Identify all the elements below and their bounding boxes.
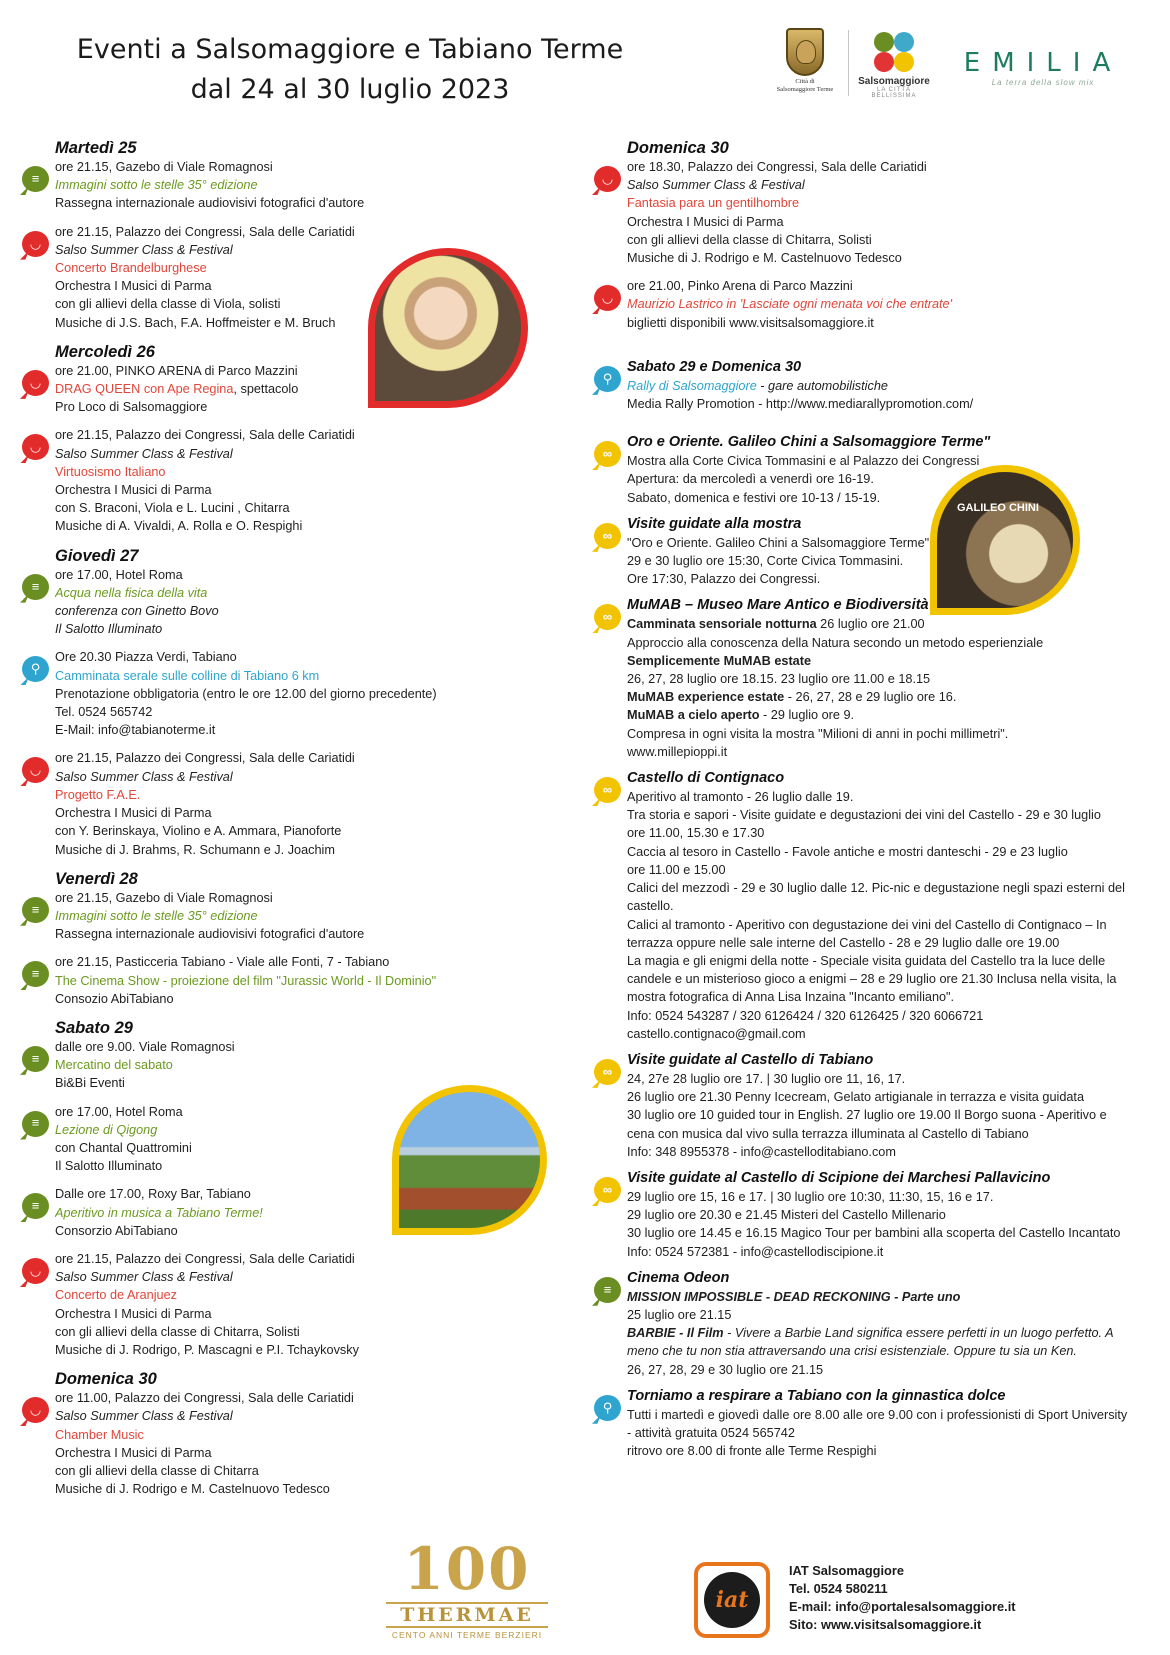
event-line: The Cinema Show - proiezione del film "Jurassic World - Il Dominio" [55,973,437,988]
sport-icon: ⚲ [594,1395,621,1421]
event-text-segment: - gare automobilistiche [756,378,888,393]
theatre-mask-icon: ◡ [22,434,49,460]
event-item [592,358,1152,413]
event-line [627,688,1152,706]
iat-contact [789,1562,1016,1634]
event-line: Ore 20.30 Piazza Verdi, Tabiano [55,650,237,665]
event-item [592,158,1152,267]
galileo-chini-photo [930,465,1080,615]
event-item [20,648,560,739]
salsomaggiore-sub: LA CITTÀ BELLISSIMA [871,87,917,99]
event-line: Fantasia para un gentilhombre [627,196,800,211]
event-line: 29 luglio ore 15, 16 e 17. | 30 luglio ore 10:30, 11:30, 15, 16 e 17. [627,1189,994,1204]
event-line: Orchestra I Musici di Parma [55,806,212,821]
event-line: Concerto de Aranjuez [55,1288,178,1303]
event-line: Musiche di J. Rodrigo e M. Castelnuovo Tedesco [627,251,902,266]
event-line: Tutti i martedì e giovedì dalle ore 8.00 alle ore 9.00 con i professionisti di Sport University [627,1407,1128,1422]
event-line: Bi&Bi Eventi [55,1076,125,1091]
event-line: Musiche di J.S. Bach, F.A. Hoffmeister e M. Bruch [55,315,336,330]
event-line: Musiche di J. Rodrigo e M. Castelnuovo Tedesco [55,1482,330,1497]
event-item [20,1389,560,1498]
glasses-icon: ∞ [594,523,621,549]
event-line: ore 21.15, Gazebo di Viale Romagnosi [55,890,273,905]
event-line: Ore 17:30, Palazzo dei Congressi. [627,572,821,587]
museum-icon: ≡ [22,1111,49,1137]
museum-icon: ≡ [22,1193,49,1219]
event-line: Immagini sotto le stelle 35° edizione [55,178,258,193]
event-line: Musiche di J. Rodrigo, P. Mascagni e P.I. Tchaykovsky [55,1342,359,1357]
event-line: Orchestra I Musici di Parma [55,1445,212,1460]
event-text-segment: - 26, 27, 28 e 29 luglio ore 16. [784,690,957,705]
event-line: Concerto Brandelburghese [55,261,207,276]
event-line: Il Salotto Illuminato [55,1159,163,1174]
event-line: 30 luglio ore 10 guided tour in English. 27 luglio ore 19.00 Il Borgo suona - Aperitivo e [627,1108,1107,1123]
event-line: Orchestra I Musici di Parma [55,1306,212,1321]
day-heading: Sabato 29 [55,1018,133,1037]
iat-logo [694,1562,770,1638]
day-heading: Domenica 30 [55,1370,157,1389]
day-heading: Venerdì 28 [55,869,138,888]
event-line: ore 21.15, Gazebo di Viale Romagnosi [55,160,273,174]
event-line: Semplicemente MuMAB estate [627,653,812,668]
event-line: ore 21.15, Palazzo dei Congressi, Sala delle Cariatidi [55,224,355,239]
title-line-2: dal 24 al 30 luglio 2023 [190,74,510,105]
event-line: castello. [627,899,674,914]
event-line [627,706,1152,724]
event-line: Sabato, domenica e festivi ore 10-13 / 15-19. [627,490,881,505]
event-line: Cinema Odeon [627,1269,730,1286]
event-line: Salso Summer Class & Festival [55,1270,233,1285]
event-line: castello.contignaco@gmail.com [627,1026,806,1041]
thermae-sub: CENTO ANNI TERME BERZIERI [391,1630,543,1640]
event-line: ore 18.30, Palazzo dei Congressi, Sala delle Cariatidi [627,160,927,174]
event-line: ore 11.00, 15.30 e 17.30 [627,826,765,841]
event-text-segment: MuMAB experience estate [627,690,785,705]
event-line: Virtuosismo Italiano [55,464,166,479]
glasses-icon: ∞ [594,1177,621,1203]
event-line: Musiche di A. Vivaldi, A. Rolla e O. Respighi [55,519,303,534]
theatre-mask-icon: ◡ [22,757,49,783]
event-line: 29 e 30 luglio ore 15:30, Corte Civica Tommasini. [627,554,904,569]
event-line: con gli allievi della classe di Chitarra [55,1463,259,1478]
event-item [20,889,560,944]
event-text-segment: 26 luglio ore 21.00 [816,617,925,632]
event-line: Aperitivo in musica a Tabiano Terme! [55,1205,263,1220]
event-line: www.millepioppi.it [627,744,728,759]
event-line: 29 luglio ore 20.30 e 21.45 Misteri del Castello Millenario [627,1208,946,1223]
event-line: Oro e Oriente. Galileo Chini a Salsomaggiore Terme" [627,434,991,451]
event-item [592,769,1152,1043]
event-line: MuMAB – Museo Mare Antico e Biodiversità [627,597,929,614]
event-line: Maurizio Lastrico in 'Lasciate ogni menata voi che entrate' [627,297,953,312]
event-line: Orchestra I Musici di Parma [627,214,784,229]
event-line: Mercatino del sabato [55,1058,173,1073]
event-line: Progetto F.A.E. [55,787,141,802]
event-line: ritrovo ore 8.00 di fronte alle Terme Respighi [627,1444,877,1459]
right-column [592,138,1152,1470]
event-text-segment: - Vivere a Barbie Land significa essere perfetti in un luogo perfetto. A [723,1326,1114,1341]
event-line: ore 21.00, PINKO ARENA di Parco Mazzini [55,363,298,378]
event-text-segment: Camminata sensoriale notturna [627,617,817,632]
event-line: ore 11.00, Palazzo dei Congressi, Sala delle Cariatidi [55,1391,354,1406]
event-item [592,433,1152,507]
event-line: Visite guidate alla mostra [627,515,802,532]
event-text-segment: DRAG QUEEN con Ape Regina [55,382,234,397]
theatre-mask-icon: ◡ [22,370,49,396]
thermae-word: THERMAE [386,1602,548,1628]
event-line: conferenza con Ginetto Bovo [55,604,219,619]
day-heading: Giovedì 27 [55,546,139,565]
event-line: E-Mail: info@tabianoterme.it [55,723,216,738]
theatre-mask-icon: ◡ [594,166,621,192]
event-text-segment: - 29 luglio ore 9. [759,708,855,723]
event-line: Salso Summer Class & Festival [627,178,805,193]
emilia-logo [948,48,1138,87]
event-text-segment: Rally di Salsomaggiore [627,378,757,393]
event-line: biglietti disponibili www.visitsalsomaggiore.it [627,315,874,330]
event-line: ore 21.00, Pinko Arena di Parco Mazzini [627,279,853,294]
event-line: MISSION IMPOSSIBLE - DEAD RECKONING - Parte uno [627,1289,961,1304]
event-line: 26 luglio ore 21.30 Penny Icecream, Gelato artigianale in terrazza e visita guidata [627,1090,1085,1105]
sport-icon: ⚲ [594,366,621,392]
event-text-segment: , spettacolo [233,382,299,397]
event-line: Acqua nella fisica della vita [55,585,208,600]
event-line: Dalle ore 17.00, Roxy Bar, Tabiano [55,1187,251,1202]
event-item [20,566,560,639]
event-line: ore 17.00, Hotel Roma [55,1104,183,1119]
event-line: Calici del mezzodì - 29 e 30 luglio dalle 12. Pic-nic e degustazione negli spazi esterni del [627,881,1125,896]
event-line: ore 21.15, Palazzo dei Congressi, Sala delle Cariatidi [55,1251,355,1266]
event-line: dalle ore 9.00. Viale Romagnosi [55,1039,235,1054]
event-line: - attività gratuita 0524 565742 [627,1425,795,1440]
event-line: Pro Loco di Salsomaggiore [55,400,208,415]
event-item [20,158,560,213]
logo-bar [770,24,1150,104]
museum-icon: ≡ [22,897,49,923]
title-line-1: Eventi a Salsomaggiore e Tabiano Terme [76,34,624,65]
info-icon: iat [704,1572,760,1628]
event-line: Visite guidate al Castello di Scipione dei Marchesi Pallavicino [627,1169,1051,1186]
event-item [20,1250,560,1359]
event-item [592,596,1152,761]
theatre-mask-icon: ◡ [594,285,621,311]
thermae-100: 100 [403,1535,531,1603]
event-line: Castello di Contignaco [627,770,785,787]
event-line: Salso Summer Class & Festival [55,446,233,461]
museum-icon: ≡ [22,166,49,192]
event-line: Tra storia e sapori - Visite guidate e degustazioni dei vini del Castello - 29 e 30 luglio [627,808,1101,823]
event-item [592,1269,1152,1379]
event-line: 26, 27, 28, 29 e 30 luglio ore 21.15 [627,1362,824,1377]
museum-icon: ≡ [22,961,49,987]
chini-photo-label: GALILEO CHINI [957,502,1039,514]
event-item [592,1169,1152,1261]
event-line: Caccia al tesoro in Castello - Favole antiche e mostri danteschi - 29 e 23 luglio [627,844,1068,859]
event-line: meno che tu non stia attraversando una crisi esistenziale. Oppure tu sia un Ken. [627,1344,1077,1359]
event-line: Apertura: da mercoledì a venerdì ore 16-19. [627,472,874,487]
iat-site[interactable]: Sito: www.visitsalsomaggiore.it [789,1617,982,1632]
event-line: Sabato 29 e Domenica 30 [627,358,802,375]
event-line: Salso Summer Class & Festival [55,769,233,784]
iat-email[interactable]: E-mail: info@portalesalsomaggiore.it [789,1599,1016,1614]
event-line: candele e un misterioso gioco a enigmi – 28 e 29 luglio ore 21.30 Inclusa nella visita, la [627,972,1117,987]
event-line: con S. Braconi, Viola e L. Lucini , Chitarra [55,501,290,516]
event-line: ore 11.00 e 15.00 [627,862,726,877]
glasses-icon: ∞ [594,1059,621,1085]
event-line: Il Salotto Illuminato [55,622,163,637]
theatre-mask-icon: ◡ [22,231,49,257]
event-line: "Oro e Oriente. Galileo Chini a Salsomaggiore Terme" [627,535,930,550]
event-line: Chamber Music [55,1427,144,1442]
event-line: terrazza oppure nelle sale interne del Castello - 28 e 29 luglio dalle ore 19.00 [627,935,1060,950]
event-line: con gli allievi della classe di Viola, solisti [55,297,281,312]
page-title [30,30,670,110]
event-item [20,953,560,1008]
drag-queen-photo [368,248,528,408]
museum-icon: ≡ [22,574,49,600]
event-line: Torniamo a respirare a Tabiano con la ginnastica dolce [627,1387,1006,1404]
theatre-mask-icon: ◡ [22,1258,49,1284]
event-item [20,1038,560,1093]
day-heading: Domenica 30 [627,139,729,157]
event-line [627,377,1152,395]
event-line: 26, 27, 28 luglio ore 18.15. 23 luglio ore 11.00 e 18.15 [627,672,931,687]
event-line: con gli allievi della classe di Chitarra, Solisti [55,1324,300,1339]
emilia-word: EMILIA [963,48,1123,78]
event-line: Camminata serale sulle colline di Tabiano 6 km [55,668,320,683]
museum-icon: ≡ [22,1046,49,1072]
event-line: Approccio alla conoscenza della Natura secondo un metodo esperienziale [627,635,1044,650]
event-line: Consorzio AbiTabiano [55,1223,178,1238]
event-line: Media Rally Promotion - http://www.mediarallypromotion.com/ [627,397,974,412]
day-heading: Mercoledì 26 [55,342,155,361]
event-line: Aperitivo al tramonto - 26 luglio dalle 19. [627,790,854,805]
event-item [592,1051,1152,1161]
event-line: Rassegna internazionale audiovisivi fotografici d'autore [55,196,365,211]
event-line: Musiche di J. Brahms, R. Schumann e J. Joachim [55,842,335,857]
event-line: Prenotazione obbligatoria (entro le ore 12.00 del giorno precedente) [55,686,437,701]
event-line: con Y. Berinskaya, Violino e A. Ammara, Pianoforte [55,824,342,839]
day-heading: Martedì 25 [55,139,137,157]
event-line: Calici al tramonto - Aperitivo con degustazione dei vini del Castello di Contignaco – In [627,917,1107,932]
salsomaggiore-icons [872,30,916,74]
event-line: ore 21.15, Palazzo dei Congressi, Sala delle Cariatidi [55,751,355,766]
event-text-segment: MuMAB a cielo aperto [627,708,760,723]
museum-icon: ≡ [594,1277,621,1303]
glasses-icon: ∞ [594,777,621,803]
event-line: cena con musica dal vivo sulla terrazza illuminata al Castello di Tabiano [627,1126,1029,1141]
event-line: Orchestra I Musici di Parma [55,279,212,294]
emilia-sub: La terra della slow mix [991,78,1095,87]
event-line: ore 21.15, Pasticceria Tabiano - Viale alle Fonti, 7 - Tabiano [55,955,390,970]
iat-name: IAT Salsomaggiore [789,1563,904,1578]
castle-photo [392,1085,547,1235]
event-line: ore 17.00, Hotel Roma [55,567,183,582]
event-line: Mostra alla Corte Civica Tommasini e al Palazzo dei Congressi [627,454,980,469]
crest-shield-icon [786,28,824,76]
logo-divider [848,30,849,96]
event-item [20,426,560,535]
event-line: Info: 0524 572381 - info@castellodiscipione.it [627,1244,884,1259]
event-line: Info: 348 8955378 - info@castelloditabiano.com [627,1144,896,1159]
event-line: Visite guidate al Castello di Tabiano [627,1051,874,1068]
event-line: Rassegna internazionale audiovisivi fotografici d'autore [55,927,365,942]
event-line: 30 luglio ore 14.45 e 16.15 Magico Tour per bambini alla scoperta del Castello Incantato [627,1226,1121,1241]
salsomaggiore-name: Salsomaggiore [858,76,930,87]
event-line: Consozio AbiTabiano [55,991,174,1006]
theatre-mask-icon: ◡ [22,1397,49,1423]
sport-icon: ⚲ [22,656,49,682]
salsomaggiore-logo [854,30,934,99]
event-line: Lezione di Qigong [55,1122,158,1137]
event-line: con gli allievi della classe di Chitarra, Solisti [627,232,872,247]
event-line: La magia e gli enigmi della notte - Speciale visita guidata del Castello tra la luce delle [627,953,1106,968]
glasses-icon: ∞ [594,441,621,467]
event-text-segment: BARBIE - Il Film [627,1326,724,1341]
event-line: 24, 27e 28 luglio ore 17. | 30 luglio ore 11, 16, 17. [627,1071,906,1086]
thermae-centenary-logo [386,1536,548,1644]
event-line: Salso Summer Class & Festival [55,242,233,257]
event-line: ore 21.15, Palazzo dei Congressi, Sala delle Cariatidi [55,428,355,443]
event-line [627,615,1152,633]
event-item [20,749,560,858]
crest-text: Città di Salsomaggiore Terme [776,78,834,93]
event-line: 25 luglio ore 21.15 [627,1307,732,1322]
glasses-icon: ∞ [594,604,621,630]
event-line: Orchestra I Musici di Parma [55,483,212,498]
event-line: mostra fotografica di Anna Lisa Inzaina "Incanto emiliano". [627,990,955,1005]
event-item [592,1387,1152,1461]
event-line: con Chantal Quattromini [55,1140,192,1155]
event-line: Compresa in ogni visita la mostra "Milioni di anni in pochi millimetri". [627,726,1009,741]
event-line: Immagini sotto le stelle 35° edizione [55,908,258,923]
event-line: Info: 0524 543287 / 320 6126424 / 320 6126425 / 320 6066721 [627,1008,984,1023]
iat-phone: Tel. 0524 580211 [789,1581,888,1596]
event-line: Salso Summer Class & Festival [55,1409,233,1424]
event-line: Tel. 0524 565742 [55,705,153,720]
city-crest-logo [770,28,840,94]
event-line [627,1324,1152,1342]
event-item [592,277,1152,332]
